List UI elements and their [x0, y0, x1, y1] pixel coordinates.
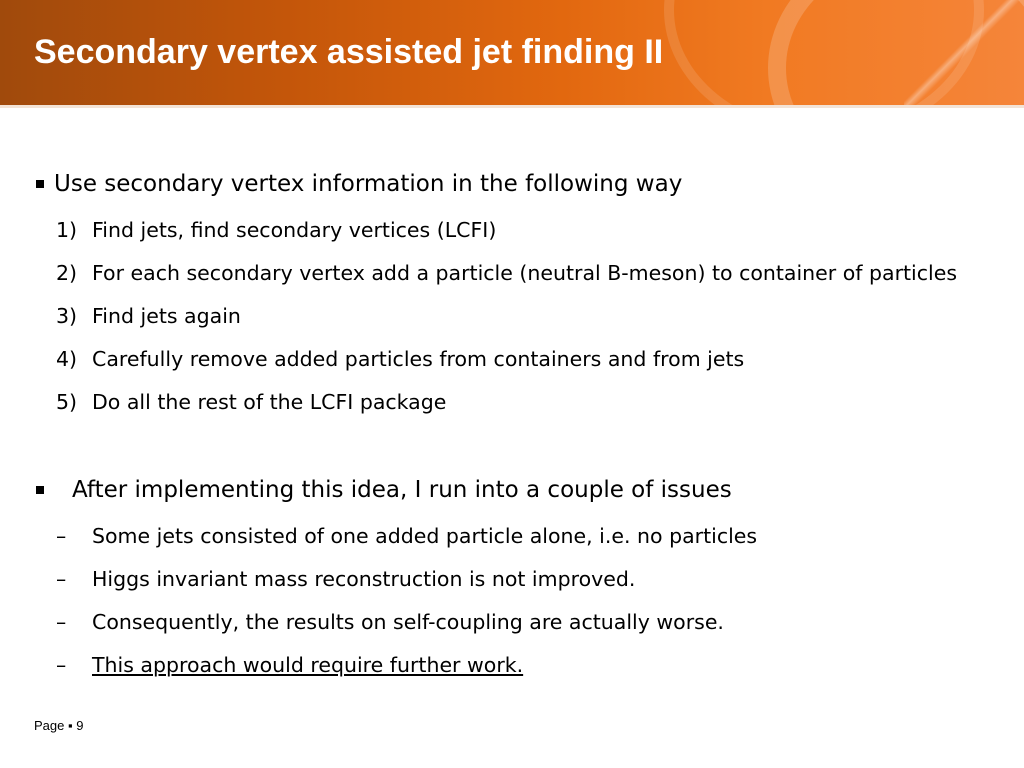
dash-marker: – — [56, 524, 67, 548]
step-text: For each secondary vertex add a particle (neutral B-meson) to container of particles — [92, 261, 958, 285]
bullet-text-section2: After implementing this idea, I run into a couple of issues — [72, 477, 732, 503]
page-label: Page — [34, 718, 65, 733]
page-separator-icon: ▪ — [68, 718, 73, 733]
step-marker: 5) — [56, 390, 78, 414]
bullet-square-icon — [36, 486, 44, 494]
dash-marker: – — [56, 653, 67, 677]
step-marker: 1) — [56, 218, 78, 242]
step-marker: 3) — [56, 304, 78, 328]
dash-marker: – — [56, 567, 67, 591]
issue-text: Consequently, the results on self-coupling are actually worse. — [92, 610, 724, 634]
step-marker: 2) — [56, 261, 78, 285]
step-marker: 4) — [56, 347, 78, 371]
issue-text: Some jets consisted of one added particle alone, i.e. no particles — [92, 524, 758, 548]
bullet-square-icon — [36, 180, 44, 188]
issue-text: Higgs invariant mass reconstruction is not improved. — [92, 567, 636, 591]
page-footer — [34, 718, 83, 733]
step-text: Do all the rest of the LCFI package — [92, 390, 447, 414]
step-text: Find jets again — [92, 304, 241, 328]
step-text: Find jets, find secondary vertices (LCFI) — [92, 218, 497, 242]
issue-text-underlined: This approach would require further work. — [92, 653, 524, 677]
dash-marker: – — [56, 610, 67, 634]
page-number: 9 — [76, 718, 84, 733]
bullet-text-section1: Use secondary vertex information in the following way — [54, 171, 683, 197]
slide-title: Secondary vertex assisted jet finding II — [34, 33, 664, 71]
step-text: Carefully remove added particles from containers and from jets — [92, 347, 745, 371]
